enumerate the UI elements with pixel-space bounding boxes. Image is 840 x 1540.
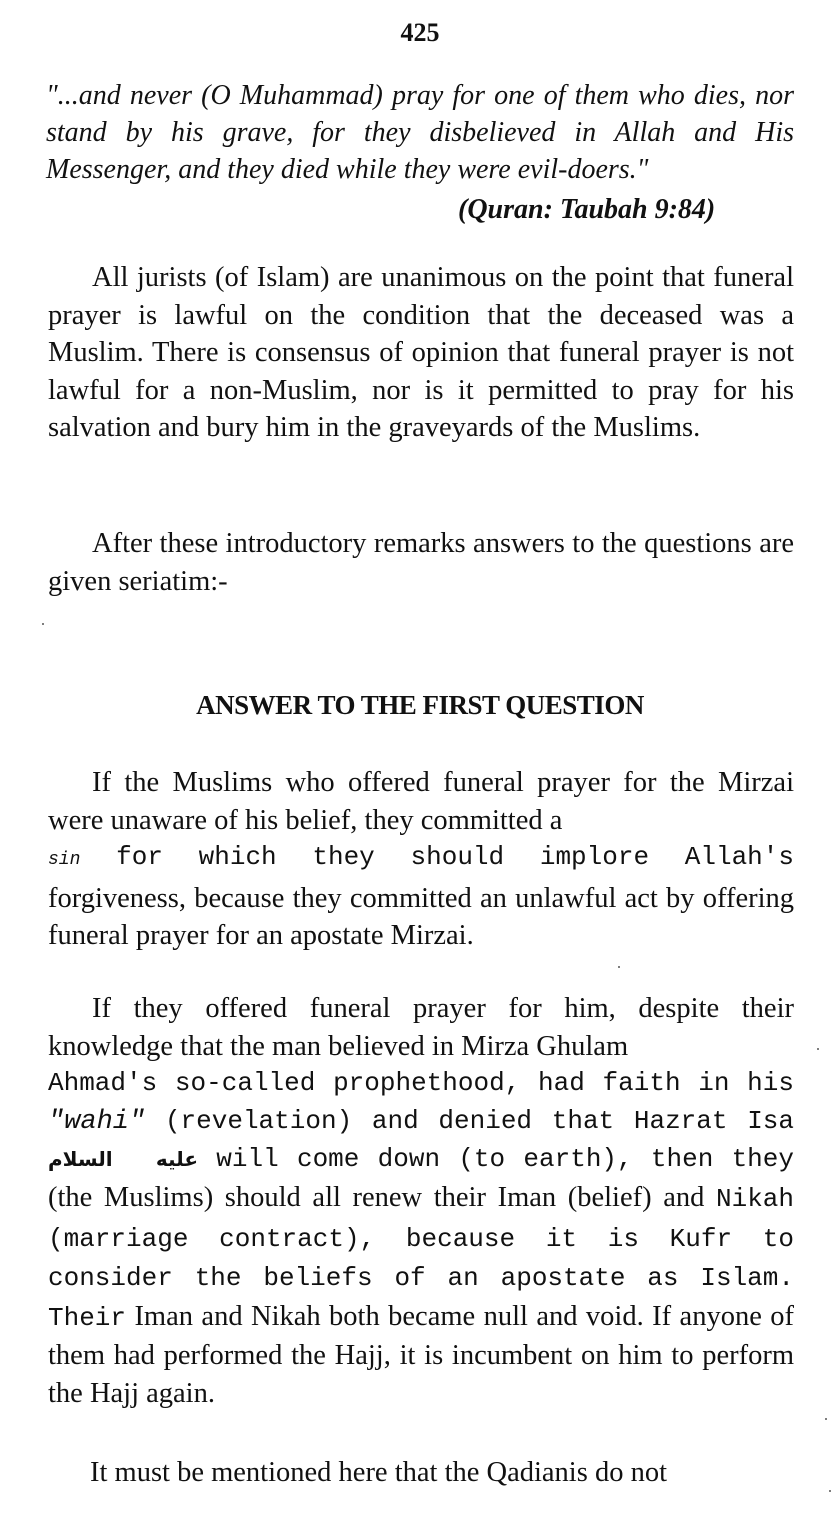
paragraph-second-answer-line-3: Ahmad's so-called prophethood, had faith in his <box>48 1068 794 1099</box>
revelation-text: (revelation) and denied that Hazrat Isa <box>164 1105 794 1136</box>
scan-speck <box>618 966 620 968</box>
wahi-term: "wahi" <box>48 1106 146 1137</box>
paragraph-first-answer-line-3 <box>48 839 794 880</box>
arabic-honorific: عليه السلام <box>48 1147 198 1172</box>
scan-speck <box>42 623 44 625</box>
section-heading: ANSWER TO THE FIRST QUESTION <box>196 690 644 720</box>
page-number: 425 <box>400 18 440 47</box>
quote-reference: (Quran: Taubah 9:84) <box>458 194 716 225</box>
paragraph-first-answer <box>48 764 794 955</box>
paragraph-second-answer-text-2: (the Muslims) should all renew their Iman (belief) and <box>48 1181 705 1213</box>
scan-speck <box>829 1490 831 1492</box>
paragraph-first-answer-mono: for which they should implore Allah's <box>116 842 794 873</box>
paragraph-jurists: All jurists (of Islam) are unanimous on the point that funeral prayer is lawful on the condition that the deceased was a Muslim. There is consensus of opinion that funeral prayer is not lawful for a non-Muslim, nor is it permitted to pray for his salvation and bury him in the graveyards of the Muslims. <box>48 262 794 444</box>
paragraph-qadianis: It must be mentioned here that the Qadianis do not <box>90 1457 667 1488</box>
scan-speck <box>825 1418 827 1420</box>
quran-quote: "...and never (O Muhammad) pray for one of them who dies, nor stand by his grave, for they disbelieved in Allah and His Messenger, and they died while they were evil-doers." <box>46 80 794 185</box>
paragraph-second-answer-text-3: Iman and Nikah both became null and void. If anyone of them had performed the Hajj, it is incumbent on him to perform the Hajj again. <box>48 1300 794 1409</box>
sin-word: sin <box>48 850 81 871</box>
scan-speck <box>817 1048 819 1050</box>
come-down-text: will come down (to earth), then they <box>216 1144 794 1175</box>
paragraph-first-answer-text-2: forgiveness, because they committed an unlawful act by offering funeral prayer for an apostate Mirzai. <box>48 882 794 952</box>
paragraph-second-answer-text-1: If they offered funeral prayer for him, despite their knowledge that the man believed in Mirza Ghulam <box>48 993 794 1062</box>
paragraph-first-answer-text-1: If the Muslims who offered funeral prayer for the Mirzai were unaware of his belief, they committed a <box>48 767 794 836</box>
paragraph-second-answer-mono-4: Nikah (marriage contract), because it is Kufr to consider the beliefs of an apostate as Islam. Their <box>48 1183 794 1333</box>
paragraph-second-answer <box>48 990 794 1413</box>
paragraph-second-answer-line-4 <box>48 1103 794 1142</box>
paragraph-second-answer-line-5 <box>48 1141 794 1179</box>
paragraph-introductory: After these introductory remarks answers to the questions are given seriatim:- <box>48 528 794 597</box>
